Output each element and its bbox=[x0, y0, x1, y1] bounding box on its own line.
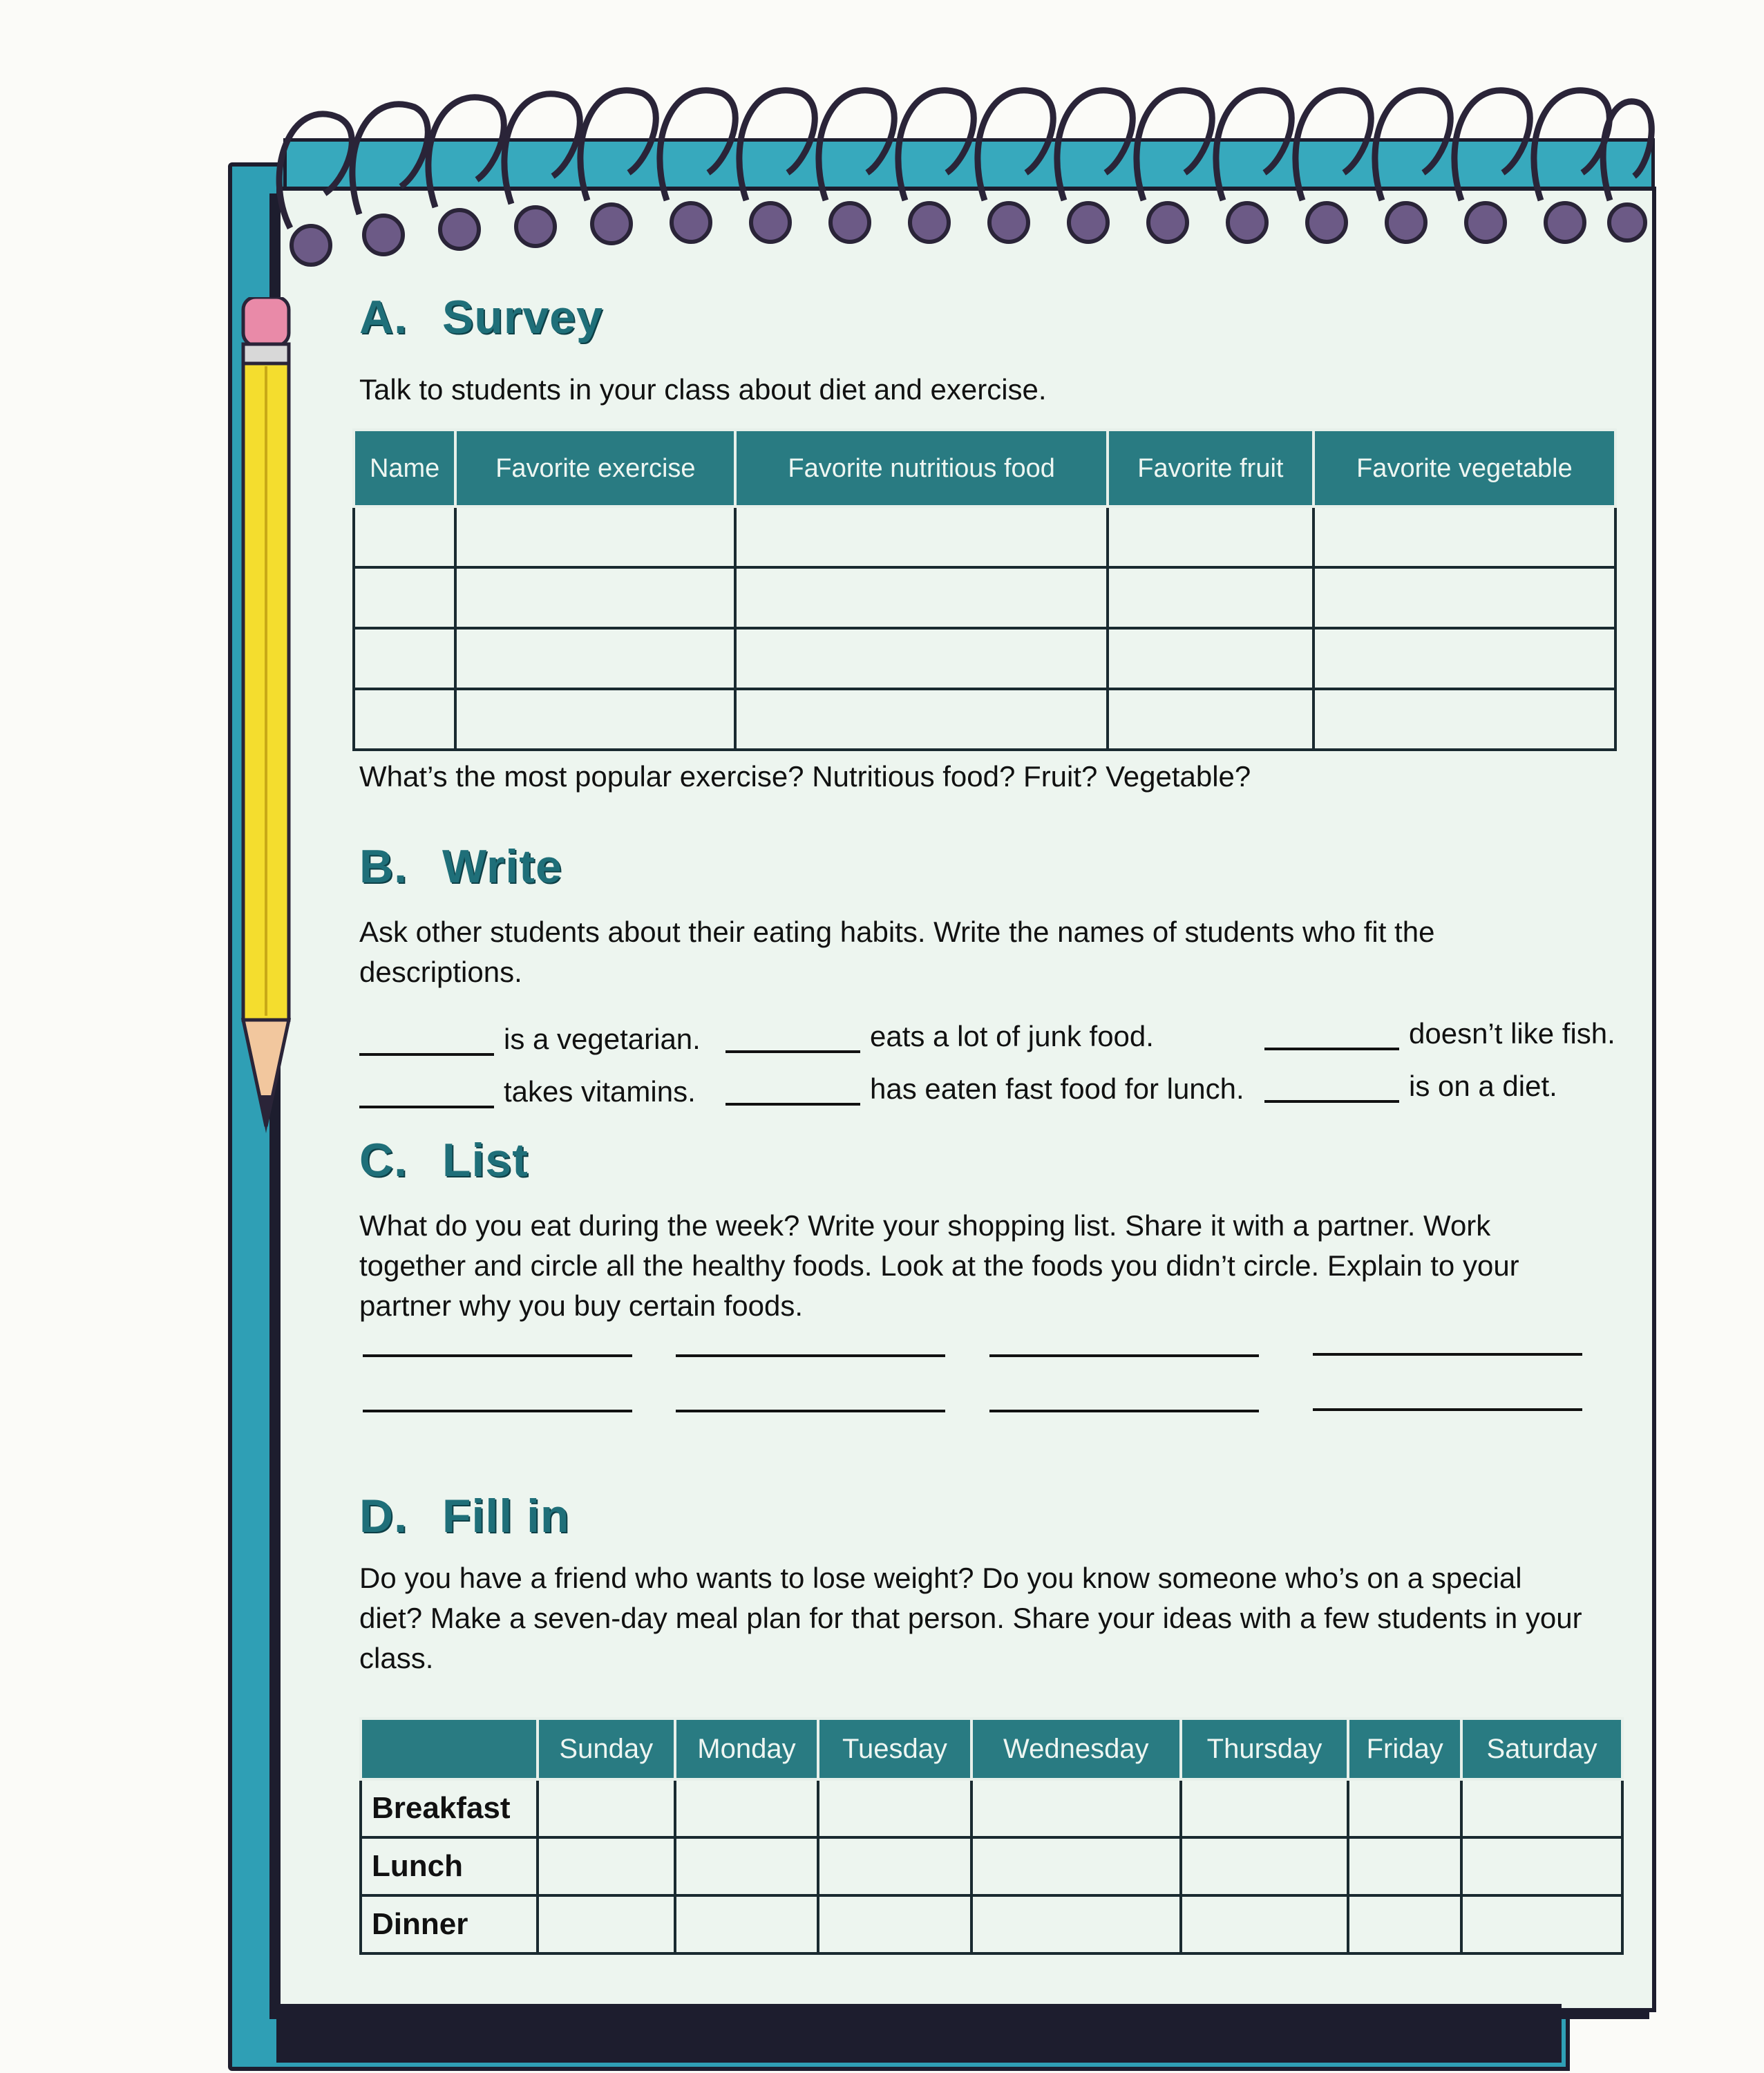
meal-cell[interactable] bbox=[1348, 1837, 1461, 1895]
survey-row bbox=[354, 507, 1615, 567]
shopping-list-line[interactable] bbox=[989, 1354, 1259, 1357]
survey-cell[interactable] bbox=[1313, 689, 1615, 750]
survey-row bbox=[354, 567, 1615, 628]
section-a-letter: A. bbox=[359, 291, 408, 343]
section-a-instruction: Talk to students in your class about diet and exercise. bbox=[359, 373, 1047, 406]
name-blank[interactable] bbox=[725, 1023, 860, 1053]
survey-cell[interactable] bbox=[354, 507, 455, 567]
survey-header: Favorite vegetable bbox=[1313, 430, 1615, 507]
meal-label: Dinner bbox=[361, 1895, 538, 1953]
section-d-heading bbox=[359, 1489, 570, 1543]
day-header: Monday bbox=[675, 1719, 819, 1779]
survey-cell[interactable] bbox=[735, 628, 1107, 689]
survey-header: Favorite nutritious food bbox=[735, 430, 1107, 507]
section-d-instruction: Do you have a friend who wants to lose weight? Do you know someone who’s on a special diet? Make a seven-day meal plan for that person. Share your ideas with a few students in your class. bbox=[359, 1562, 1582, 1674]
survey-cell[interactable] bbox=[1108, 689, 1313, 750]
meal-label: Lunch bbox=[361, 1837, 538, 1895]
pencil-icon bbox=[235, 297, 297, 1189]
meal-cell[interactable] bbox=[538, 1895, 675, 1953]
shopping-list-line[interactable] bbox=[989, 1410, 1259, 1412]
survey-cell[interactable] bbox=[1108, 507, 1313, 567]
section-c-instruction: What do you eat during the week? Write your shopping list. Share it with a partner. Work together and circle all the healthy foods. Look at the foods you didn’t circle. Explain to your partner why you buy certain foods. bbox=[359, 1209, 1519, 1322]
section-c-heading bbox=[359, 1133, 529, 1187]
meal-cell[interactable] bbox=[1181, 1837, 1348, 1895]
fill-item bbox=[1264, 1017, 1615, 1050]
survey-cell[interactable] bbox=[735, 507, 1107, 567]
survey-table bbox=[352, 428, 1617, 751]
meal-cell[interactable] bbox=[538, 1837, 675, 1895]
meal-plan-table bbox=[359, 1717, 1624, 1955]
notebook-bottom-edge bbox=[276, 2004, 1562, 2063]
survey-cell[interactable] bbox=[735, 567, 1107, 628]
survey-cell[interactable] bbox=[455, 507, 735, 567]
meal-cell[interactable] bbox=[1461, 1895, 1622, 1953]
section-a-question: What’s the most popular exercise? Nutritious food? Fruit? Vegetable? bbox=[359, 760, 1251, 793]
section-a-heading bbox=[359, 290, 603, 344]
meal-cell[interactable] bbox=[538, 1779, 675, 1837]
shopping-list-line[interactable] bbox=[676, 1354, 945, 1357]
section-b-instruction: Ask other students about their eating habits. Write the names of students who fit the descriptions. bbox=[359, 916, 1435, 988]
meal-cell[interactable] bbox=[675, 1895, 819, 1953]
shopping-list-line[interactable] bbox=[676, 1410, 945, 1412]
shopping-list-line[interactable] bbox=[1313, 1408, 1582, 1411]
section-d-letter: D. bbox=[359, 1490, 408, 1542]
survey-cell[interactable] bbox=[1313, 567, 1615, 628]
fill-item bbox=[725, 1020, 1154, 1053]
fill-item-text: eats a lot of junk food. bbox=[870, 1020, 1154, 1052]
survey-cell[interactable] bbox=[1108, 628, 1313, 689]
meal-cell[interactable] bbox=[818, 1779, 971, 1837]
fill-item bbox=[1264, 1070, 1557, 1103]
survey-cell[interactable] bbox=[1108, 567, 1313, 628]
survey-header: Name bbox=[354, 430, 455, 507]
meal-cell[interactable] bbox=[675, 1779, 819, 1837]
survey-cell[interactable] bbox=[354, 628, 455, 689]
day-header: Thursday bbox=[1181, 1719, 1348, 1779]
meal-cell[interactable] bbox=[1348, 1779, 1461, 1837]
fill-item bbox=[359, 1023, 701, 1056]
day-header: Friday bbox=[1348, 1719, 1461, 1779]
fill-item bbox=[725, 1072, 1244, 1106]
survey-cell[interactable] bbox=[455, 689, 735, 750]
fill-item-text: takes vitamins. bbox=[504, 1075, 696, 1108]
meal-cell[interactable] bbox=[971, 1779, 1181, 1837]
section-b-title: Write bbox=[442, 840, 562, 893]
fill-item bbox=[359, 1075, 696, 1108]
day-header: Saturday bbox=[1461, 1719, 1622, 1779]
name-blank[interactable] bbox=[1264, 1020, 1399, 1050]
meal-row bbox=[361, 1837, 1622, 1895]
survey-cell[interactable] bbox=[1313, 628, 1615, 689]
name-blank[interactable] bbox=[359, 1078, 494, 1108]
survey-header: Favorite fruit bbox=[1108, 430, 1313, 507]
meal-cell[interactable] bbox=[818, 1837, 971, 1895]
shopping-list-line[interactable] bbox=[1313, 1353, 1582, 1356]
survey-cell[interactable] bbox=[455, 628, 735, 689]
meal-cell[interactable] bbox=[818, 1895, 971, 1953]
survey-cell[interactable] bbox=[735, 689, 1107, 750]
day-header: Tuesday bbox=[818, 1719, 971, 1779]
meal-plan-corner bbox=[361, 1719, 538, 1779]
meal-cell[interactable] bbox=[1461, 1779, 1622, 1837]
survey-cell[interactable] bbox=[354, 567, 455, 628]
survey-row bbox=[354, 628, 1615, 689]
section-b-letter: B. bbox=[359, 840, 408, 893]
survey-cell[interactable] bbox=[354, 689, 455, 750]
fill-item-text: is on a diet. bbox=[1409, 1070, 1557, 1102]
meal-cell[interactable] bbox=[1348, 1895, 1461, 1953]
survey-header: Favorite exercise bbox=[455, 430, 735, 507]
fill-item-text: has eaten fast food for lunch. bbox=[870, 1072, 1244, 1105]
shopping-list-line[interactable] bbox=[363, 1410, 632, 1412]
section-c-letter: C. bbox=[359, 1134, 408, 1186]
name-blank[interactable] bbox=[725, 1075, 860, 1106]
section-b-heading bbox=[359, 840, 562, 893]
name-blank[interactable] bbox=[359, 1025, 494, 1056]
meal-row bbox=[361, 1895, 1622, 1953]
meal-cell[interactable] bbox=[1181, 1779, 1348, 1837]
meal-row bbox=[361, 1779, 1622, 1837]
meal-cell[interactable] bbox=[971, 1895, 1181, 1953]
meal-cell[interactable] bbox=[1461, 1837, 1622, 1895]
survey-cell[interactable] bbox=[455, 567, 735, 628]
meal-cell[interactable] bbox=[675, 1837, 819, 1895]
day-header: Wednesday bbox=[971, 1719, 1181, 1779]
section-d-title: Fill in bbox=[442, 1490, 570, 1542]
survey-row bbox=[354, 689, 1615, 750]
fill-item-text: doesn’t like fish. bbox=[1409, 1017, 1615, 1050]
meal-cell[interactable] bbox=[1181, 1895, 1348, 1953]
meal-cell[interactable] bbox=[971, 1837, 1181, 1895]
meal-label: Breakfast bbox=[361, 1779, 538, 1837]
name-blank[interactable] bbox=[1264, 1072, 1399, 1103]
section-a-title: Survey bbox=[442, 291, 603, 343]
section-c-title: List bbox=[442, 1134, 529, 1186]
shopping-list-line[interactable] bbox=[363, 1354, 632, 1357]
fill-item-text: is a vegetarian. bbox=[504, 1023, 701, 1055]
spiral-binding-icon bbox=[263, 69, 1665, 297]
survey-cell[interactable] bbox=[1313, 507, 1615, 567]
day-header: Sunday bbox=[538, 1719, 675, 1779]
